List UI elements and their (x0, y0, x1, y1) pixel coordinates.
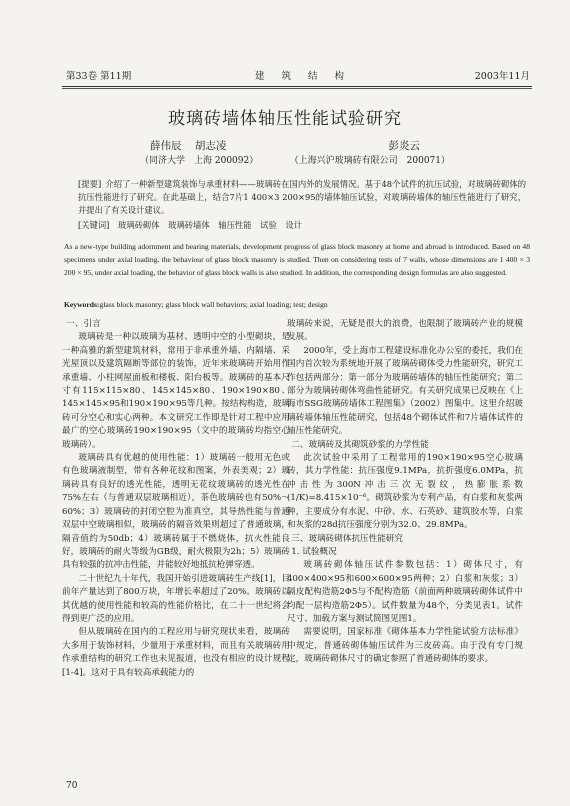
abstract-chinese (78, 178, 526, 217)
body-paragraph: 但从玻璃砖在国内的工程应用与研究现状来看，玻璃砖大多用于装饰材料，少量用于承重材料，而且有关玻璃砖用作承重结构的研究工作也未见报道，也没有相应的设计规程[1-4]。这对于具有较高承载能力的 (62, 627, 290, 678)
keywords-chinese (78, 219, 526, 231)
section-heading: 一、引言 (66, 319, 101, 329)
header-rule (62, 86, 532, 87)
keyword: 轴压性能 (218, 220, 252, 230)
keyword: 玻璃砖墙体 (168, 220, 210, 230)
section-heading: 三、玻璃砖砌体抗压性能研究 (291, 533, 404, 544)
keyword: 玻璃砖砌体 (118, 220, 160, 230)
body-paragraph: 玻璃砖砌体轴压试件参数包括：1）砌体尺寸，有400×400×95和600×600×95两种；2）白浆和灰浆；3）隔皮配构造筋2Φ5与不配构造筋（前面两种玻璃砖砌体试件中均配一层构造筋2Φ5）。试件数量为48个，分类见表1。试件尺寸、加载方案与测试简图见图1。 (287, 560, 523, 624)
section-heading: 二、玻璃砖及其砌筑砂浆的力学性能 (291, 439, 429, 450)
keywords-en-text: glass block masonry; glass block wall behaviors; axial loading; test; design (99, 300, 328, 309)
body-column-right (287, 318, 523, 667)
authors-tongji (150, 138, 236, 153)
author-line (150, 138, 420, 153)
keywords-tag: [关键词] (78, 220, 110, 230)
affiliation: （上海兴沪玻璃砖有限公司 200071） (289, 156, 450, 166)
body-paragraph: 2000年，受上海市工程建设标准化办公室的委托，我们在国内首次较为系统地开展了玻璃砖砌体受力性能研究，研究工作包括两部分：第一部分为玻璃砖墙体的轴压性能研究；第二部分为玻璃砖砌体弯曲性能研究。有关研究成果已反映在《上海市SSG玻璃砖墙体工程图集》（2002）图集中。这里介绍玻璃砖墙体轴压性能研究，包括48个砌体试件和7片墙体试件的轴压性能研究。 (287, 345, 523, 437)
body-paragraph: 玻璃砖是一种以玻璃为基材、透明中空的小型砌块，是一种高雅的新型建筑材料，常用于非承重外墙、内隔墙、采光屋顶以及建筑隔断等部位的装饰，近年来玻璃砖开始用作承重墙、小柱网屋面板和楼板、阳台板等。玻璃砖的基本尺寸有115×115×80、145×145×80、190×190×80、145×145×95和190×190×95等几种。按结构构造，玻璃砖可分空心和实心两种。本文研究工作即是针对工程中应用最广的空心玻璃砖190×190×95（文中的玻璃砖均指空心玻璃砖）。 (62, 332, 291, 450)
keywords-en-tag: Keywords: (64, 300, 100, 309)
paper-title: 玻璃砖墙体轴压性能试验研究 (168, 109, 402, 129)
volume-issue: 第33卷 第11期 (66, 71, 132, 82)
body-column-left (62, 318, 290, 680)
section-heading: 1. 试验概况 (291, 546, 337, 557)
author-name: 彭炎云 (388, 140, 420, 152)
abstract-tag: [提要] (78, 179, 102, 189)
running-header (66, 68, 530, 82)
header-rule-thin (62, 88, 532, 89)
keyword: 试验 (260, 220, 277, 230)
affiliation: （同济大学 上海 200092） (140, 156, 259, 166)
body-paragraph: 此次试验中采用了工程常用的190×190×95空心玻璃砖，其力学性能：抗压强度9.1MPa，抗折强度6.0MPa，抗冲击性为300N冲击三次无裂纹，热膨胀系数(1/K)=8.415×10⁻⁶。砌筑砂浆为专利产品，有白浆和灰浆两种，主要成分有水泥、中砂、水、石英砂、建筑胶水等，白浆和灰浆的28d抗压强度分别为32.0、29.8MPa。 (287, 453, 523, 531)
issue-date: 2003年11月 (474, 71, 530, 82)
page-number: 70 (66, 781, 78, 791)
journal-name: 建 筑 结 构 (254, 71, 351, 82)
abstract-english: As a new-type building adornment and bearing materials, development progress of glass block masonry at home and abroad is introduced. Based on 48 specimens under axial loading, the behaviour of glass block masonry is studied. Then on considering tests of 7 walls, whose dimensions are 1 400 × 3 200 × 95, under axial loading, the behavior of glass block walls is also studied. In addition, the corresponding design formulas are also suggested. (64, 242, 530, 278)
author-name: 胡志凌 (194, 140, 227, 152)
body-paragraph: 二十世纪九十年代，我国开始引进玻璃砖生产线[1]，目前年产量达到了800万块，年增长率超过了20%。玻璃砖以其优越的使用性能和较高的性能价格比，在二十一世纪将会得到更广泛的应用。 (62, 573, 290, 624)
author-name: 薛伟辰 (150, 140, 182, 152)
keyword: 设计 (285, 220, 302, 230)
affiliation-line (140, 153, 450, 166)
abstract-text: 介绍了一种新型建筑装饰与承重材料——玻璃砖在国内外的发展情况。基于48个试件的抗压试验，对玻璃砖砌体的抗压性能进行了研究。在此基础上，结合7片1 400×3 200×95的墙体轴压试验，对玻璃砖墙体的轴压性能进行了研究，并提出了有关设计建议。 (78, 179, 526, 215)
keywords-english (64, 300, 530, 309)
body-paragraph: 需要说明，国家标准《砌体基本力学性能试验方法标准》中规定，普通砖砌体轴压试件为三皮砖高。由于没有专门规定，玻璃砖砌体尺寸的确定参照了普通砖砌体的要求。 (287, 627, 523, 665)
body-paragraph: 玻璃砖具有优越的使用性能：1）玻璃砖一般用无色或有色玻璃液制型，带有各种花纹和图案，外表美观；2）玻璃砖具有良好的透光性能，透明无花纹玻璃砖的透光性在75%左右（与普通双层玻璃相近），茶色玻璃砖也有50%～60%；3）玻璃砖的封闭空腔为准真空，其导热性能与普通双层中空玻璃相似，玻璃砖的隔音效果则超过了普通玻璃，隔音值约为50db；4）玻璃砖属于不燃烧体，抗火性能良好，玻璃砖的耐火等级为GB级，耐火极限为2h；5）玻璃砖具有较强的抗冲击性能，并能较好地抵抗枪弹穿透。 (62, 453, 290, 571)
body-paragraph: 玻璃砖来说，无疑是很大的浪费，也限制了玻璃砖产业的规模发展。 (287, 319, 523, 343)
